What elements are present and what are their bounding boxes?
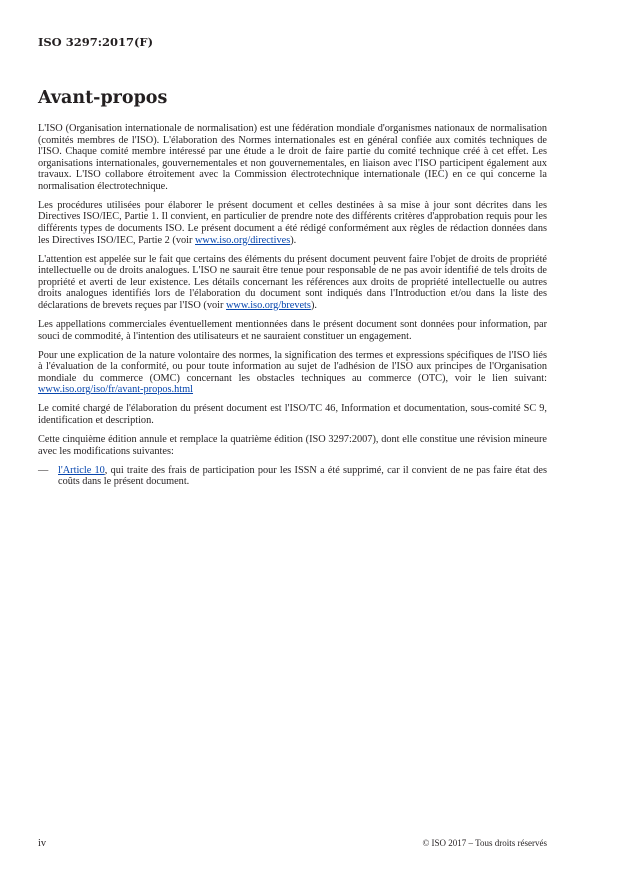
page-number: iv	[38, 838, 47, 849]
article-10-link[interactable]: l'Article 10	[58, 464, 105, 476]
paragraph-procedures	[38, 200, 547, 246]
list-item-content	[58, 465, 547, 488]
paragraph-trade-names: Les appellations commerciales éventuellement mentionnées dans le présent document sont données pour information, par souci de commodité, à l'intention des utilisateurs et ne sauraient constituer un engagement.	[38, 318, 547, 342]
paragraph-committee: Le comité chargé de l'élaboration du présent document est l'ISO/TC 46, Information et documentation, sous-comité SC 9, identification et description.	[38, 403, 547, 426]
document-id-header: ISO 3297:2017(F)	[38, 35, 154, 49]
paragraph-patents	[38, 254, 547, 312]
paragraph-voluntary-nature	[38, 350, 547, 396]
paragraph-patents-end: ).	[310, 299, 317, 311]
directives-link[interactable]: www.iso.org/directives	[195, 234, 291, 246]
list-item-text: , qui traite des frais de participation pour les ISSN a été supprimé, car il convient de ne pas faire état des coûts dans le présent document.	[58, 464, 547, 488]
paragraph-voluntary-nature-text: Pour une explication de la nature volontaire des normes, la signification des termes et expressions spécifiques de l'ISO liés à l'évaluation de la conformité, ou pour toute information au sujet de l'adhésion de l'ISO aux principes de l'Organisation mondiale du commerce (OMC) concernant les obstacles techniques au commerce (OTC), voir le lien suivant:	[38, 349, 547, 384]
paragraph-procedures-text: Les procédures utilisées pour élaborer le présent document et celles destinées à sa mise à jour sont décrites dans les Directives ISO/IEC, Partie 1. Il convient, en particulier de prendre note des différents critères d'approbation requis pour les différents types de documents ISO. Le présent document a été rédigé conformément aux règles de rédaction données dans les Directives ISO/IEC, Partie 2 (voir	[38, 199, 547, 246]
copyright-notice: © ISO 2017 – Tous droits réservés	[422, 838, 547, 848]
paragraph-procedures-end: ).	[290, 234, 297, 246]
foreword-body	[38, 123, 547, 488]
paragraph-patents-text: L'attention est appelée sur le fait que certains des éléments du présent document peuvent faire l'objet de droits de propriété intellectuelle ou de droits analogues. L'ISO ne saurait être tenue pour responsable de ne pas avoir identifié de tels droits de propriété et averti de leur existence. Les détails concernant les références aux droits de propriété intellectuelle ou autres droits analogues identifiés lors de l'élaboration du document sont indiqués dans l'Introduction et/ou dans la liste des déclarations de brevets reçues par l'ISO (voir	[38, 253, 547, 311]
paragraph-edition: Cette cinquième édition annule et remplace la quatrième édition (ISO 3297:2007), dont elle constitue une révision mineure avec les modifications suivantes:	[38, 434, 547, 457]
dash-bullet: —	[38, 464, 49, 476]
paragraph-iso-intro: L'ISO (Organisation internationale de normalisation) est une fédération mondiale d'organismes nationaux de normalisation (comités membres de l'ISO). L'élaboration des Normes internationales est en général confiée aux comités techniques de l'ISO. Chaque comité membre intéressé par une étude a le droit de faire partie du comité technique créé à cet effet. Les organisations internationales, gouvernementales et non gouvernementales, en liaison avec l'ISO participent également aux travaux. L'ISO collabore étroitement avec la Commission électrotechnique internationale (IEC) en ce qui concerne la normalisation électrotechnique.	[38, 123, 547, 192]
list-item	[38, 465, 547, 488]
foreword-info-link[interactable]: www.iso.org/iso/fr/avant-propos.html	[38, 384, 194, 396]
page-title: Avant-propos	[38, 88, 168, 108]
patents-link[interactable]: www.iso.org/brevets	[225, 299, 311, 311]
